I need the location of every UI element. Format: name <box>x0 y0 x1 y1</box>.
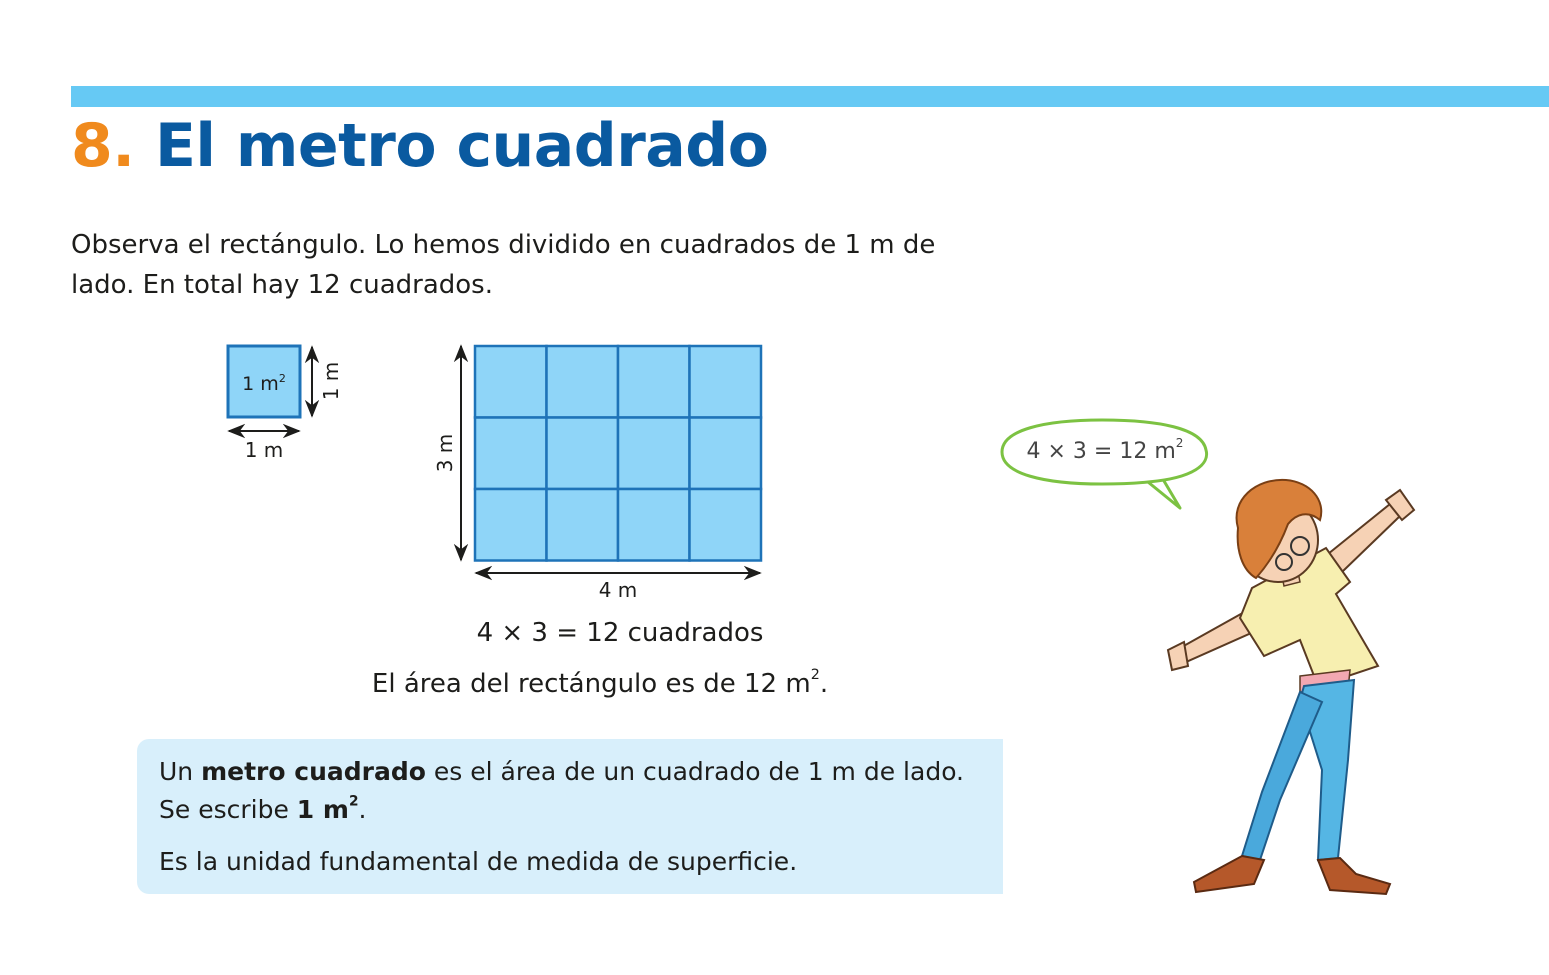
unit-square-side-label: 1 m <box>319 361 343 401</box>
grid-cell <box>618 489 690 561</box>
multiplication-equation: 4 × 3 = 12 cuadrados <box>476 618 764 648</box>
unit-square-bottom-label: 1 m <box>244 438 284 462</box>
grid-cell <box>690 418 762 490</box>
grid-cell <box>690 346 762 418</box>
grid-cell <box>547 418 619 490</box>
grid-cell <box>475 418 547 490</box>
term-metro-cuadrado: metro cuadrado <box>201 757 426 786</box>
area-period: . <box>819 669 829 699</box>
speech-bubble-text: 4 × 3 = 12 $m^2$ <box>1026 436 1184 464</box>
grid-width-label: 4 m <box>598 578 638 602</box>
rectangle-grid <box>475 346 761 561</box>
grid-height-label: 3 m <box>433 433 457 473</box>
symbol-m2: 1 $m^2$ <box>296 793 359 824</box>
unit-square-label: 1 $m^2$ <box>242 372 286 395</box>
grid-cell <box>547 489 619 561</box>
definition-box <box>137 739 1003 894</box>
grid-cell <box>475 346 547 418</box>
area-text: El área del rectángulo es de 12 m <box>371 669 811 699</box>
grid-cell <box>618 418 690 490</box>
definition-line-2: Se escribe 1 $m^2$. <box>159 793 367 824</box>
boy-illustration <box>1160 470 1430 910</box>
definition-line-3: Es la unidad fundamental de medida de superficie. <box>159 847 798 876</box>
grid-cell <box>690 489 762 561</box>
definition-line-1: Un metro cuadrado es el área de un cuadrado de 1 m de lado. <box>159 757 964 786</box>
intro-line-1: Observa el rectángulo. Lo hemos dividido en cuadrados de 1 m de <box>71 230 936 260</box>
intro-line-2: lado. En total hay 12 cuadrados. <box>71 270 493 300</box>
grid-cell <box>618 346 690 418</box>
lesson-number: 8. <box>71 111 135 181</box>
area-exponent: 2 <box>810 667 820 684</box>
area-statement <box>300 664 900 704</box>
grid-cell <box>547 346 619 418</box>
lesson-title: El metro cuadrado <box>154 111 769 181</box>
grid-cell <box>475 489 547 561</box>
